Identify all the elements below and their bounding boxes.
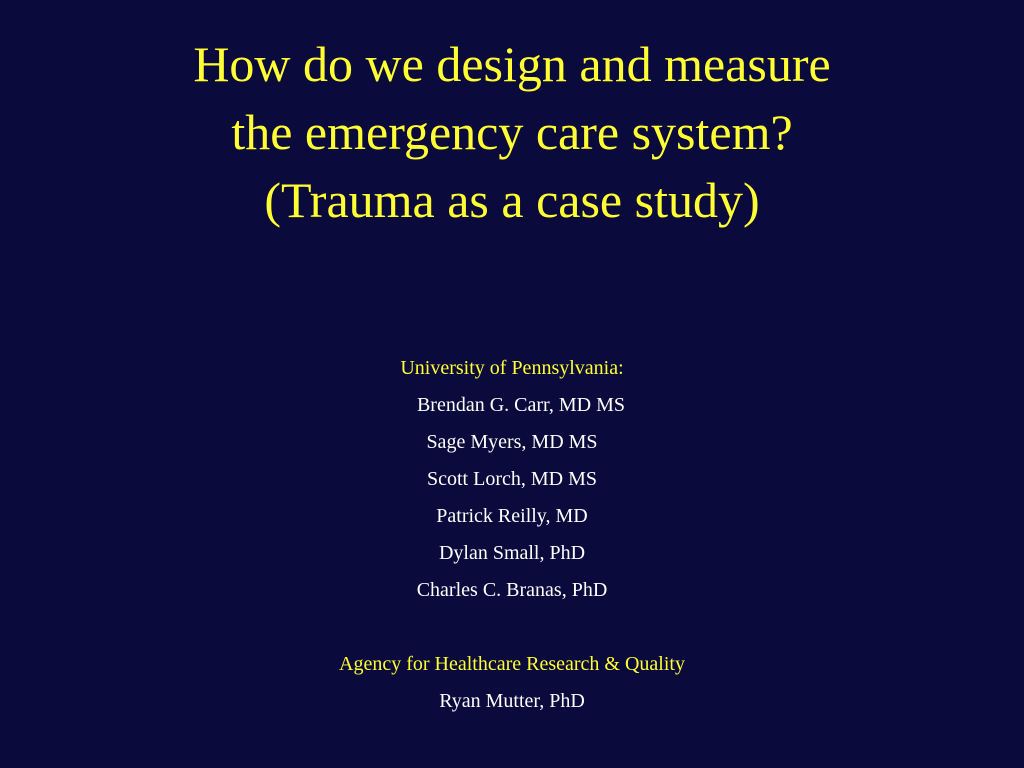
author-name: Ryan Mutter, PhD (439, 690, 585, 712)
group-spacer (0, 609, 1024, 646)
author-credits (0, 350, 1024, 720)
organization-ahrq: Agency for Healthcare Research & Quality (339, 653, 685, 675)
title-line-3: (Trauma as a case study) (264, 172, 760, 228)
title-line-1: How do we design and measure (193, 36, 831, 92)
author-name: Sage Myers, MD MS (426, 431, 598, 453)
slide-title (0, 30, 1024, 234)
title-line-2: the emergency care system? (231, 104, 793, 160)
organization-upenn: University of Pennsylvania: (400, 357, 624, 379)
author-name: Brendan G. Carr, MD MS (416, 394, 626, 416)
author-name: Charles C. Branas, PhD (416, 579, 608, 601)
author-name: Dylan Small, PhD (438, 542, 586, 564)
author-name: Patrick Reilly, MD (436, 505, 588, 527)
author-name: Scott Lorch, MD MS (427, 468, 597, 490)
